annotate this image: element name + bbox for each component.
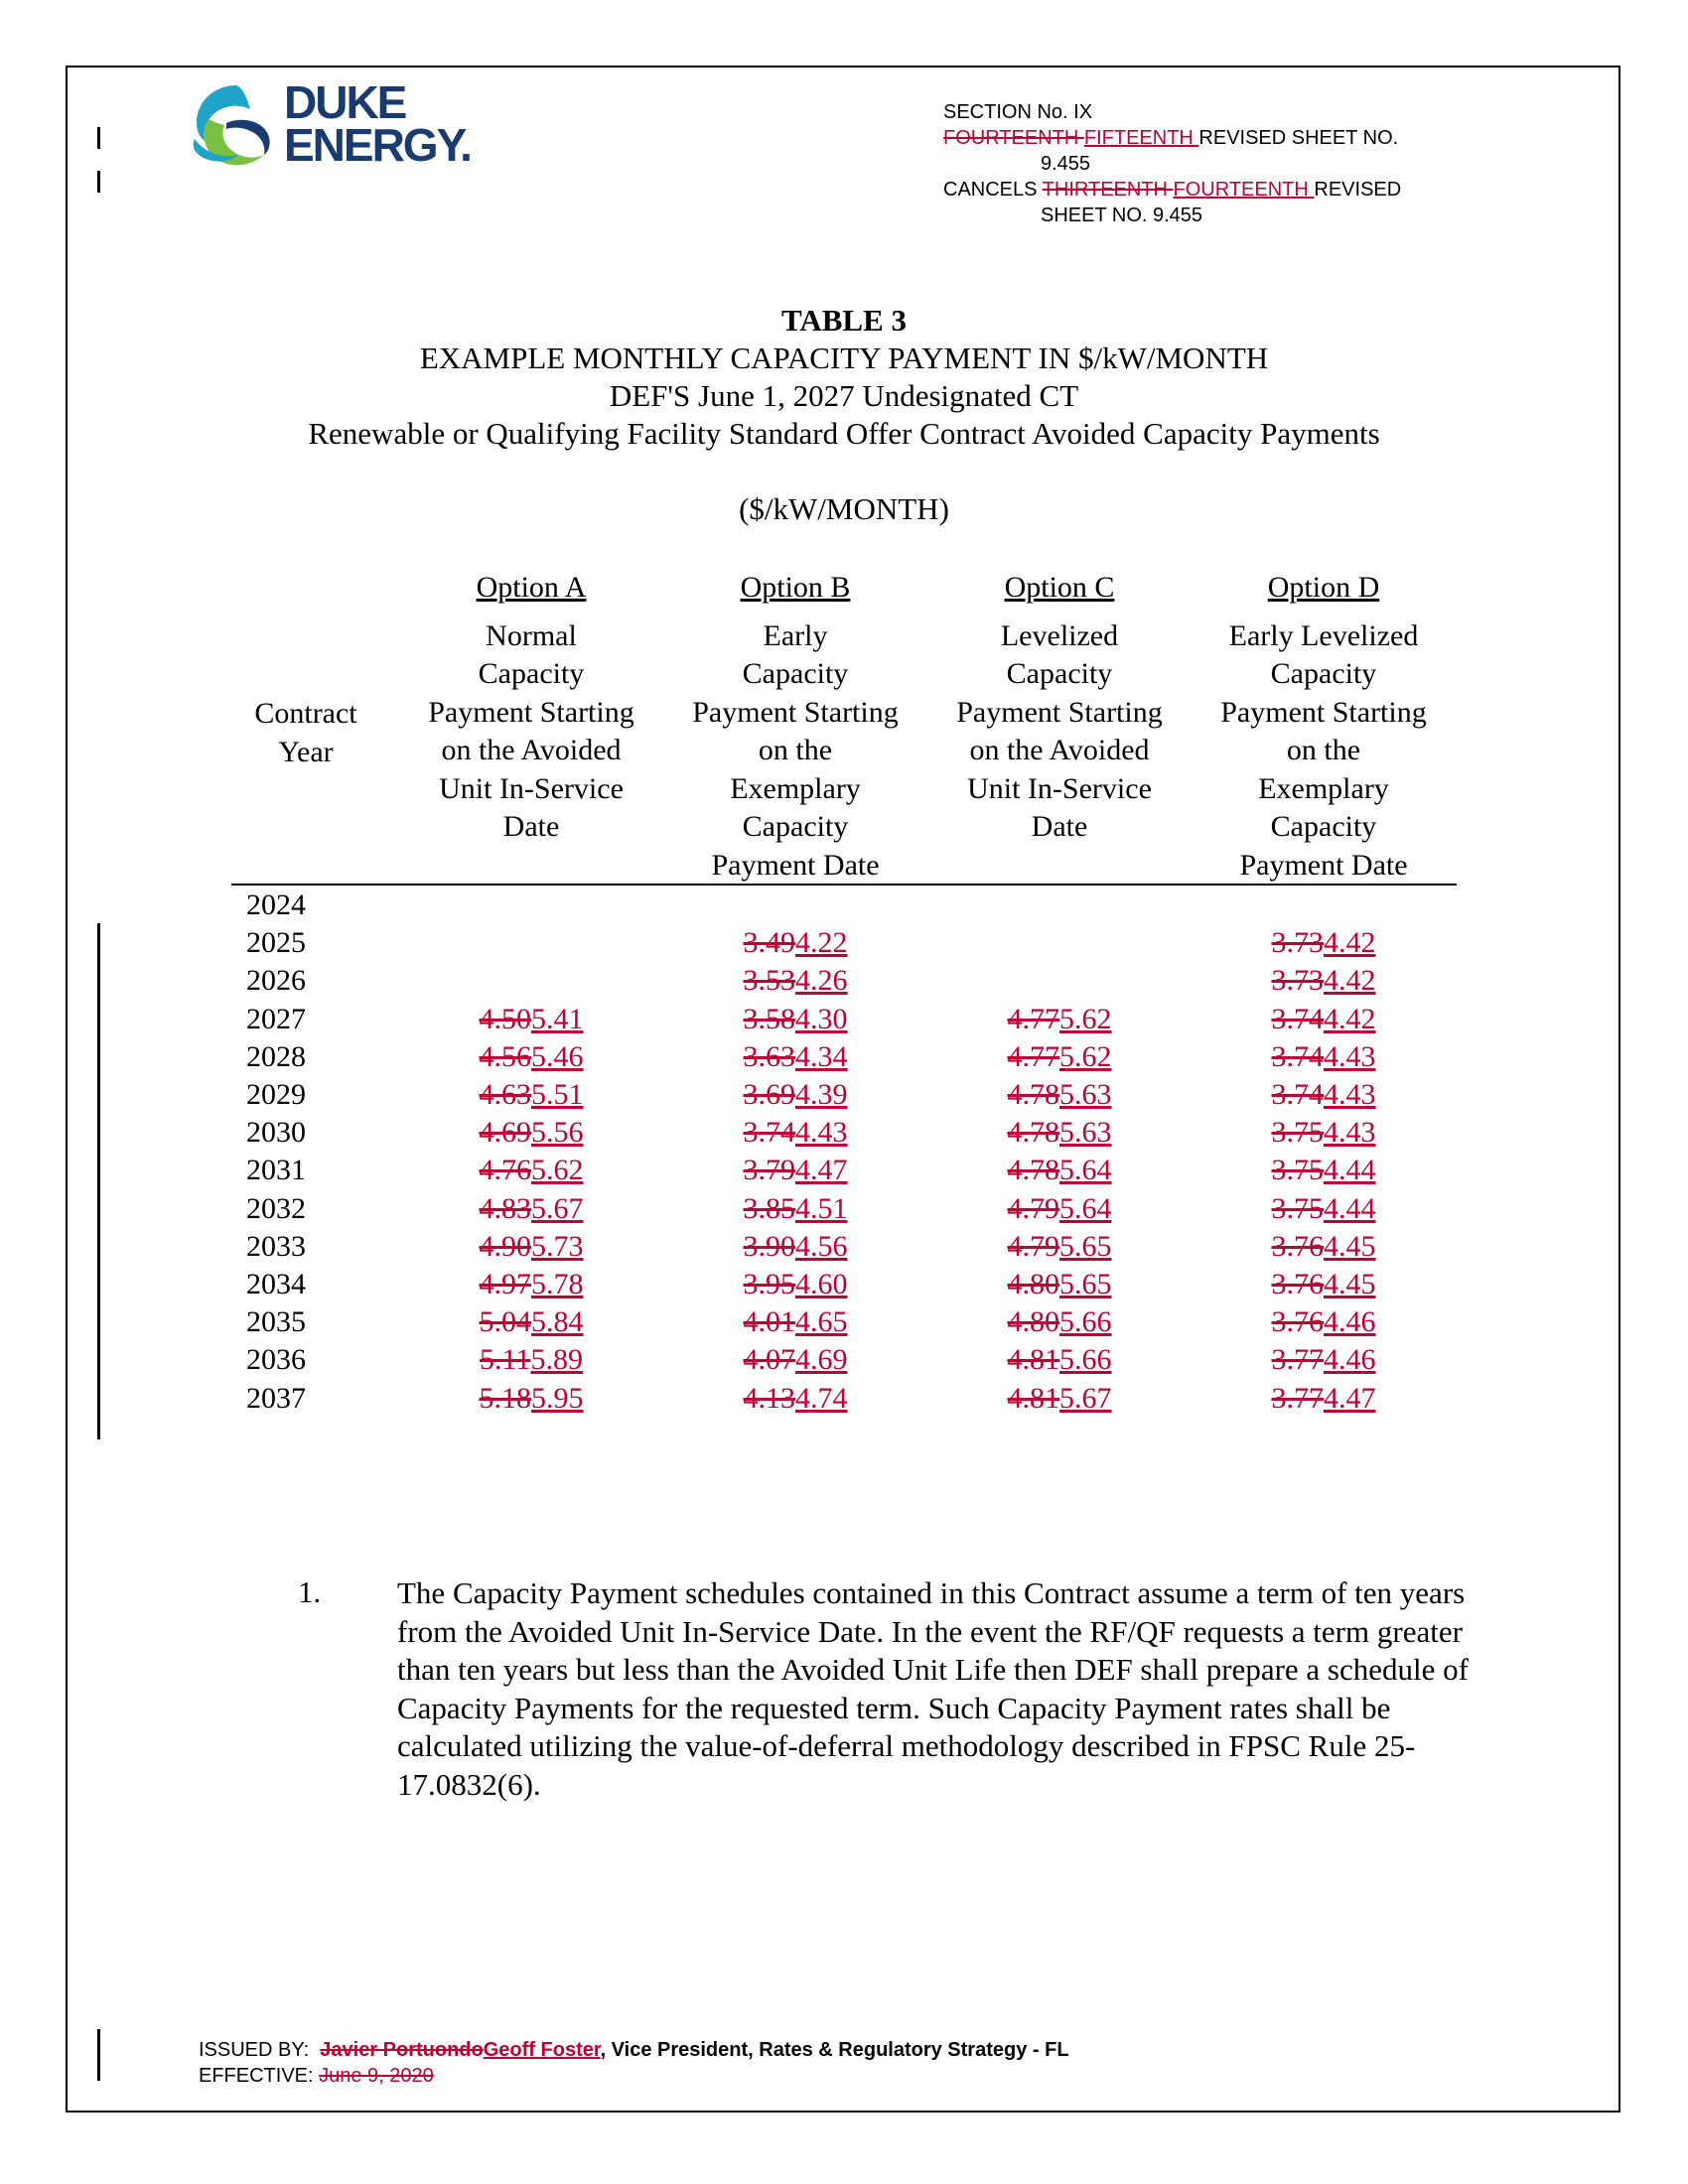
- option-c-header: [935, 569, 1184, 847]
- inserted-value: 5.62: [531, 1154, 584, 1187]
- payment-value: [686, 1114, 905, 1152]
- cancelled-sheet-number: SHEET NO. 9.455: [1041, 205, 1203, 226]
- deleted-value: 4.76: [479, 1154, 531, 1187]
- deleted-value: 3.76: [1271, 1268, 1324, 1300]
- deleted-value: 3.76: [1271, 1305, 1324, 1339]
- payment-value: [422, 1076, 640, 1114]
- inserted-value: 5.67: [531, 1191, 584, 1225]
- deleted-value: 4.81: [1007, 1381, 1059, 1415]
- inserted-value: 5.89: [530, 1343, 583, 1377]
- deleted-value: 4.77: [1007, 1039, 1059, 1073]
- deleted-value: 4.78: [1007, 1116, 1059, 1150]
- contract-year: 2024: [246, 888, 306, 921]
- inserted-value: 5.65: [1059, 1229, 1112, 1263]
- inserted-value: 4.39: [795, 1078, 848, 1111]
- deleted-value: 3.75: [1271, 1154, 1324, 1187]
- deleted-value: 4.50: [479, 1002, 531, 1035]
- inserted-value: 4.47: [1324, 1381, 1376, 1415]
- inserted-value: 4.26: [795, 964, 848, 998]
- logo-line1: DUKE: [284, 76, 406, 128]
- payment-value: [950, 1114, 1169, 1152]
- option-a-header: [407, 569, 655, 847]
- deleted-value: 3.76: [1271, 1229, 1324, 1263]
- deleted-value: 4.69: [479, 1116, 531, 1150]
- deleted-value: 5.04: [479, 1305, 531, 1339]
- payment-value: [686, 1152, 905, 1189]
- contract-year: 2027: [246, 1002, 306, 1035]
- option-desc-line: on the Avoided: [441, 734, 622, 766]
- payment-value: [422, 1038, 640, 1076]
- payment-value: [686, 1380, 905, 1418]
- option-desc-line: Unit In-Service: [967, 771, 1152, 805]
- inserted-value: 5.66: [1059, 1343, 1112, 1377]
- inserted-value: 4.43: [1324, 1116, 1376, 1150]
- inserted-value: 5.62: [1059, 1039, 1112, 1073]
- option-desc-line: Levelized: [1000, 618, 1119, 652]
- contract-year: 2031: [246, 1154, 306, 1187]
- payment-value: [422, 1303, 640, 1341]
- contract-year: 2037: [246, 1381, 306, 1415]
- deleted-value: 4.97: [479, 1268, 531, 1300]
- inserted-value: 5.51: [531, 1078, 584, 1111]
- effective-label: EFFECTIVE:: [199, 2065, 320, 2087]
- payment-value: [422, 1190, 640, 1228]
- payment-value: [686, 1038, 905, 1076]
- inserted-value: 5.95: [531, 1381, 584, 1415]
- option-desc-line: Capacity: [1270, 657, 1377, 690]
- inserted-value: 4.74: [795, 1381, 848, 1415]
- deleted-value: 3.95: [743, 1268, 795, 1300]
- payment-value: [950, 1266, 1169, 1303]
- deleted-value: 4.77: [1007, 1002, 1059, 1035]
- option-desc-line: Unit In-Service: [439, 771, 624, 805]
- option-desc-line: Exemplary: [730, 771, 861, 805]
- contract-description: Renewable or Qualifying Facility Standard Offer Contract Avoided Capacity Payments: [308, 416, 1380, 451]
- contract-year: 2026: [246, 964, 306, 998]
- option-label: Option B: [740, 571, 851, 604]
- inserted-value: 4.45: [1324, 1229, 1376, 1263]
- payment-value: [422, 1152, 640, 1189]
- contract-year-header: [226, 695, 385, 771]
- payment-value: [686, 924, 905, 962]
- payment-value: [1214, 1380, 1433, 1418]
- option-desc-line: Payment Starting: [692, 695, 899, 729]
- payment-value: [686, 1001, 905, 1038]
- option-desc-line: Payment Starting: [428, 695, 634, 729]
- deleted-value: 3.53: [743, 964, 795, 998]
- logo-wordmark: [284, 76, 471, 171]
- payment-value: [686, 1228, 905, 1266]
- payment-value: [686, 962, 905, 1000]
- deleted-value: 4.90: [479, 1229, 531, 1263]
- deleted-value: 4.78: [1007, 1154, 1059, 1187]
- header-line: Year: [278, 735, 334, 768]
- option-label: Option C: [1004, 571, 1115, 604]
- inserted-value: 5.65: [1059, 1268, 1112, 1300]
- deleted-value: 4.63: [479, 1078, 531, 1111]
- note-text: The Capacity Payment schedules contained in this Contract assume a term of ten years from the Avoided Unit In-Service Date. In the event the RF/QF requests a term greater than ten years but less than the Avoided Unit Life then DEF shall prepare a schedule of Capacity Payments for the requested term. Such Capacity Payment rates shall be calculated utilizing the value-of-deferral methodology described in FPSC Rule 25-17.0832(6).: [397, 1575, 1469, 1802]
- option-desc-line: Payment Starting: [956, 695, 1163, 729]
- deleted-value: 3.77: [1271, 1343, 1324, 1377]
- payment-value: [1214, 1038, 1433, 1076]
- contract-year: 2032: [246, 1191, 306, 1225]
- deleted-text: Javier Portuondo: [320, 2039, 484, 2061]
- table-title: TABLE 3: [780, 303, 908, 338]
- contract-year: 2025: [246, 926, 306, 960]
- payment-value: [950, 1076, 1169, 1114]
- revised-sheet-line: [943, 125, 1401, 151]
- deleted-value: 5.18: [479, 1381, 531, 1415]
- inserted-value: 5.56: [531, 1116, 584, 1150]
- inserted-value: 4.43: [795, 1116, 848, 1150]
- inserted-value: 4.34: [795, 1039, 848, 1073]
- deleted-value: 3.75: [1271, 1191, 1324, 1225]
- contract-year: 2030: [246, 1116, 306, 1150]
- deleted-value: 3.90: [743, 1229, 795, 1263]
- change-bar: [97, 923, 100, 1439]
- contract-year: 2033: [246, 1229, 306, 1263]
- payment-value: [950, 1001, 1169, 1038]
- option-desc-line: Payment Date: [1239, 848, 1408, 882]
- inserted-value: 5.64: [1059, 1154, 1112, 1187]
- issued-label: ISSUED BY:: [199, 2039, 321, 2061]
- inserted-text: Geoff Foster: [483, 2039, 601, 2061]
- option-d-header: [1199, 569, 1448, 885]
- section-number: SECTION No. IX: [943, 101, 1093, 123]
- payment-value: [1214, 1076, 1433, 1114]
- sheet-header: [943, 99, 1401, 228]
- sheet-number: 9.455: [1041, 153, 1091, 175]
- payment-value: [686, 1190, 905, 1228]
- deleted-value: 4.07: [743, 1343, 795, 1377]
- inserted-value: 5.62: [1059, 1002, 1112, 1035]
- contract-year: 2028: [246, 1039, 306, 1073]
- deleted-value: 3.85: [743, 1191, 795, 1225]
- inserted-value: 4.46: [1324, 1305, 1376, 1339]
- option-desc-line: Early: [763, 618, 828, 652]
- payment-value: [950, 1380, 1169, 1418]
- inserted-value: 4.43: [1324, 1039, 1376, 1073]
- contract-year: 2036: [246, 1343, 306, 1377]
- inserted-value: 4.56: [795, 1229, 848, 1263]
- option-desc-line: Normal: [486, 618, 577, 652]
- payment-value: [686, 1303, 905, 1341]
- inserted-value: 4.30: [795, 1002, 848, 1035]
- inserted-value: 5.41: [531, 1002, 584, 1035]
- option-label: Option D: [1267, 571, 1380, 604]
- payment-value: [422, 1341, 640, 1379]
- deleted-text: June 9, 2020: [319, 2065, 434, 2087]
- deleted-value: 3.73: [1271, 926, 1324, 960]
- payment-value: [950, 1190, 1169, 1228]
- payment-value: [1214, 1266, 1433, 1303]
- payment-value: [1214, 1190, 1433, 1228]
- deleted-value: 3.74: [1271, 1078, 1324, 1111]
- deleted-value: 3.74: [743, 1116, 795, 1150]
- inserted-value: 5.84: [531, 1305, 584, 1339]
- option-desc-line: Payment Date: [711, 848, 880, 882]
- inserted-text: FOURTEENTH: [1173, 179, 1315, 201]
- logo-line2: ENERGY.: [284, 119, 471, 171]
- payment-value: [950, 1303, 1169, 1341]
- payment-value: [422, 1114, 640, 1152]
- payment-value: [1214, 924, 1433, 962]
- deleted-value: 4.01: [743, 1305, 795, 1339]
- logo-swirl-icon: [187, 79, 276, 175]
- inserted-value: 5.46: [531, 1039, 584, 1073]
- note-number: 1.: [298, 1574, 322, 1609]
- deleted-value: 3.74: [1271, 1002, 1324, 1035]
- inserted-value: 5.67: [1059, 1381, 1112, 1415]
- deleted-value: 4.79: [1007, 1229, 1059, 1263]
- revised-label: REVISED: [1314, 179, 1402, 201]
- deleted-value: 3.79: [743, 1154, 795, 1187]
- option-desc-line: Capacity: [1270, 810, 1377, 843]
- inserted-value: 4.22: [795, 926, 848, 960]
- deleted-value: 3.49: [743, 926, 795, 960]
- payment-value: [1214, 1001, 1433, 1038]
- deleted-value: 3.58: [743, 1002, 795, 1035]
- inserted-value: 5.63: [1059, 1078, 1112, 1111]
- inserted-value: 5.64: [1059, 1191, 1112, 1225]
- inserted-value: 4.42: [1324, 964, 1376, 998]
- payment-value: [950, 1341, 1169, 1379]
- deleted-value: 5.11: [480, 1343, 531, 1377]
- inserted-value: 4.42: [1324, 926, 1376, 960]
- effective-line: [199, 2063, 434, 2089]
- inserted-value: 5.78: [531, 1268, 584, 1300]
- inserted-value: 5.63: [1059, 1116, 1112, 1150]
- payment-value: [686, 1076, 905, 1114]
- option-desc-line: Date: [1031, 810, 1088, 843]
- option-label: Option A: [476, 571, 587, 604]
- revised-sheet-label: REVISED SHEET NO.: [1198, 127, 1399, 149]
- option-desc-line: Date: [502, 810, 560, 843]
- inserted-value: 5.66: [1059, 1305, 1112, 1339]
- inserted-value: 4.43: [1324, 1078, 1376, 1111]
- issued-by-line: [199, 2037, 1069, 2063]
- inserted-value: 4.47: [795, 1154, 848, 1187]
- payment-value: [1214, 1152, 1433, 1189]
- deleted-value: 4.83: [479, 1191, 531, 1225]
- inserted-value: 5.73: [531, 1229, 584, 1263]
- option-desc-line: Capacity: [742, 810, 849, 843]
- deleted-value: 3.75: [1271, 1116, 1324, 1150]
- deleted-value: 3.69: [743, 1078, 795, 1111]
- cancels-line: [943, 177, 1401, 203]
- deleted-value: 3.77: [1271, 1381, 1324, 1415]
- issuer-title: , Vice President, Rates & Regulatory Strategy - FL: [600, 2039, 1069, 2061]
- table-subtitle: EXAMPLE MONTHLY CAPACITY PAYMENT IN $/kW/MONTH: [419, 341, 1269, 375]
- payment-value: [950, 1038, 1169, 1076]
- deleted-value: 3.63: [743, 1039, 795, 1073]
- deleted-text: FOURTEENTH: [943, 127, 1084, 149]
- header-rule: [231, 884, 1457, 886]
- payment-value: [1214, 1341, 1433, 1379]
- cancels-label: CANCELS: [943, 179, 1043, 201]
- duke-energy-logo: [187, 76, 485, 179]
- inserted-value: 4.69: [795, 1343, 848, 1377]
- inserted-value: 4.51: [795, 1191, 848, 1225]
- contract-year: 2034: [246, 1268, 306, 1300]
- payment-value: [1214, 1303, 1433, 1341]
- deleted-value: 4.78: [1007, 1078, 1059, 1111]
- payment-value: [686, 1266, 905, 1303]
- inserted-value: 4.44: [1324, 1154, 1376, 1187]
- payment-value: [1214, 1114, 1433, 1152]
- payment-value: [422, 1380, 640, 1418]
- inserted-value: 4.46: [1324, 1343, 1376, 1377]
- option-desc-line: on the: [758, 734, 833, 766]
- deleted-text: THIRTEENTH: [1042, 179, 1174, 201]
- payment-value: [686, 1341, 905, 1379]
- deleted-value: 3.73: [1271, 964, 1324, 998]
- payment-value: [422, 1266, 640, 1303]
- option-desc-line: Capacity: [742, 657, 849, 690]
- contract-year: 2035: [246, 1305, 306, 1339]
- deleted-value: 4.13: [743, 1381, 795, 1415]
- contract-year: 2029: [246, 1078, 306, 1111]
- inserted-value: 4.45: [1324, 1268, 1376, 1300]
- deleted-value: 4.56: [479, 1039, 531, 1073]
- deleted-value: 4.80: [1007, 1305, 1059, 1339]
- deleted-value: 4.81: [1007, 1343, 1059, 1377]
- deleted-value: 3.74: [1271, 1039, 1324, 1073]
- option-desc-line: Capacity: [478, 657, 585, 690]
- payment-value: [950, 1152, 1169, 1189]
- payment-value: [1214, 962, 1433, 1000]
- change-bar: [97, 171, 100, 193]
- change-bar: [97, 127, 100, 149]
- option-desc-line: Payment Starting: [1220, 695, 1427, 729]
- payment-value: [422, 1001, 640, 1038]
- inserted-value: 4.60: [795, 1268, 848, 1300]
- change-bar: [97, 2029, 100, 2081]
- option-desc-line: Early Levelized: [1228, 618, 1419, 652]
- inserted-text: FIFTEENTH: [1083, 127, 1199, 149]
- payment-value: [950, 1228, 1169, 1266]
- unit-description: DEF'S June 1, 2027 Undesignated CT: [609, 378, 1079, 413]
- deleted-value: 4.80: [1007, 1268, 1059, 1300]
- payment-value: [1214, 1228, 1433, 1266]
- option-desc-line: Capacity: [1006, 657, 1113, 690]
- inserted-value: 4.44: [1324, 1191, 1376, 1225]
- option-desc-line: on the: [1286, 734, 1361, 766]
- units-label: ($/kW/MONTH): [739, 491, 949, 526]
- option-desc-line: Exemplary: [1258, 771, 1389, 805]
- deleted-value: 4.79: [1007, 1191, 1059, 1225]
- option-b-header: [671, 569, 919, 885]
- payment-value: [422, 1228, 640, 1266]
- header-line: Contract: [254, 697, 357, 730]
- option-desc-line: on the Avoided: [969, 734, 1150, 766]
- inserted-value: 4.42: [1324, 1002, 1376, 1035]
- inserted-value: 4.65: [795, 1305, 848, 1339]
